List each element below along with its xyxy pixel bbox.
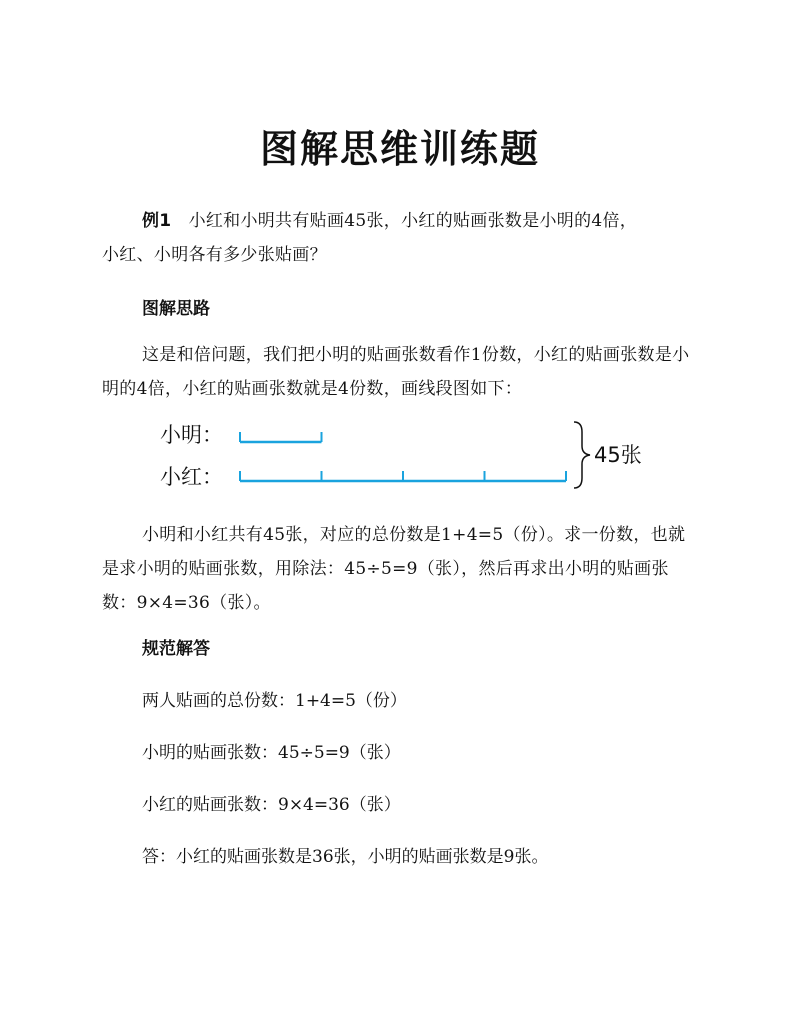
- total-label: 45张: [594, 443, 642, 467]
- example-text-line1: 小红和小明共有贴画45张，小红的贴画张数是小明的4倍，: [188, 211, 638, 231]
- solution-step-3: 小红的贴画张数：9×4=36（张）: [142, 795, 401, 815]
- xiaoming-label: 小明：: [160, 423, 223, 447]
- example-text-line2: 小红、小明各有多少张贴画？: [102, 245, 327, 265]
- section-heading-thinking: 图解思路: [142, 299, 210, 319]
- section-heading-answer: 规范解答: [142, 639, 210, 659]
- solution-answer: 答：小红的贴画张数是36张，小明的贴画张数是9张。: [142, 847, 549, 867]
- segment-group: [240, 432, 566, 481]
- page-title: 图解思维训练题: [259, 127, 540, 171]
- example-label: 例1: [142, 211, 172, 231]
- thinking-paragraph: 这是和倍问题，我们把小明的贴画张数看作1份数，小红的贴画张数是小明的4倍，小红的贴画张数就是4份数，画线段图如下：: [102, 345, 690, 399]
- line-segment-diagram: [150, 414, 670, 494]
- solution-step-2: 小明的贴画张数：45÷5=9（张）: [142, 743, 401, 763]
- example-problem: [102, 204, 702, 272]
- xiaohong-label: 小红：: [160, 465, 223, 489]
- right-brace: [574, 422, 590, 488]
- thinking-paragraph-2: 小明和小红共有45张，对应的总份数是1+4=5（份）。求一份数，也就是求小明的贴画张数，用除法：45÷5=9（张），然后再求出小明的贴画张数：9×4=36（张）。: [102, 525, 686, 613]
- solution-step-1: 两人贴画的总份数：1+4=5（份）: [142, 691, 407, 711]
